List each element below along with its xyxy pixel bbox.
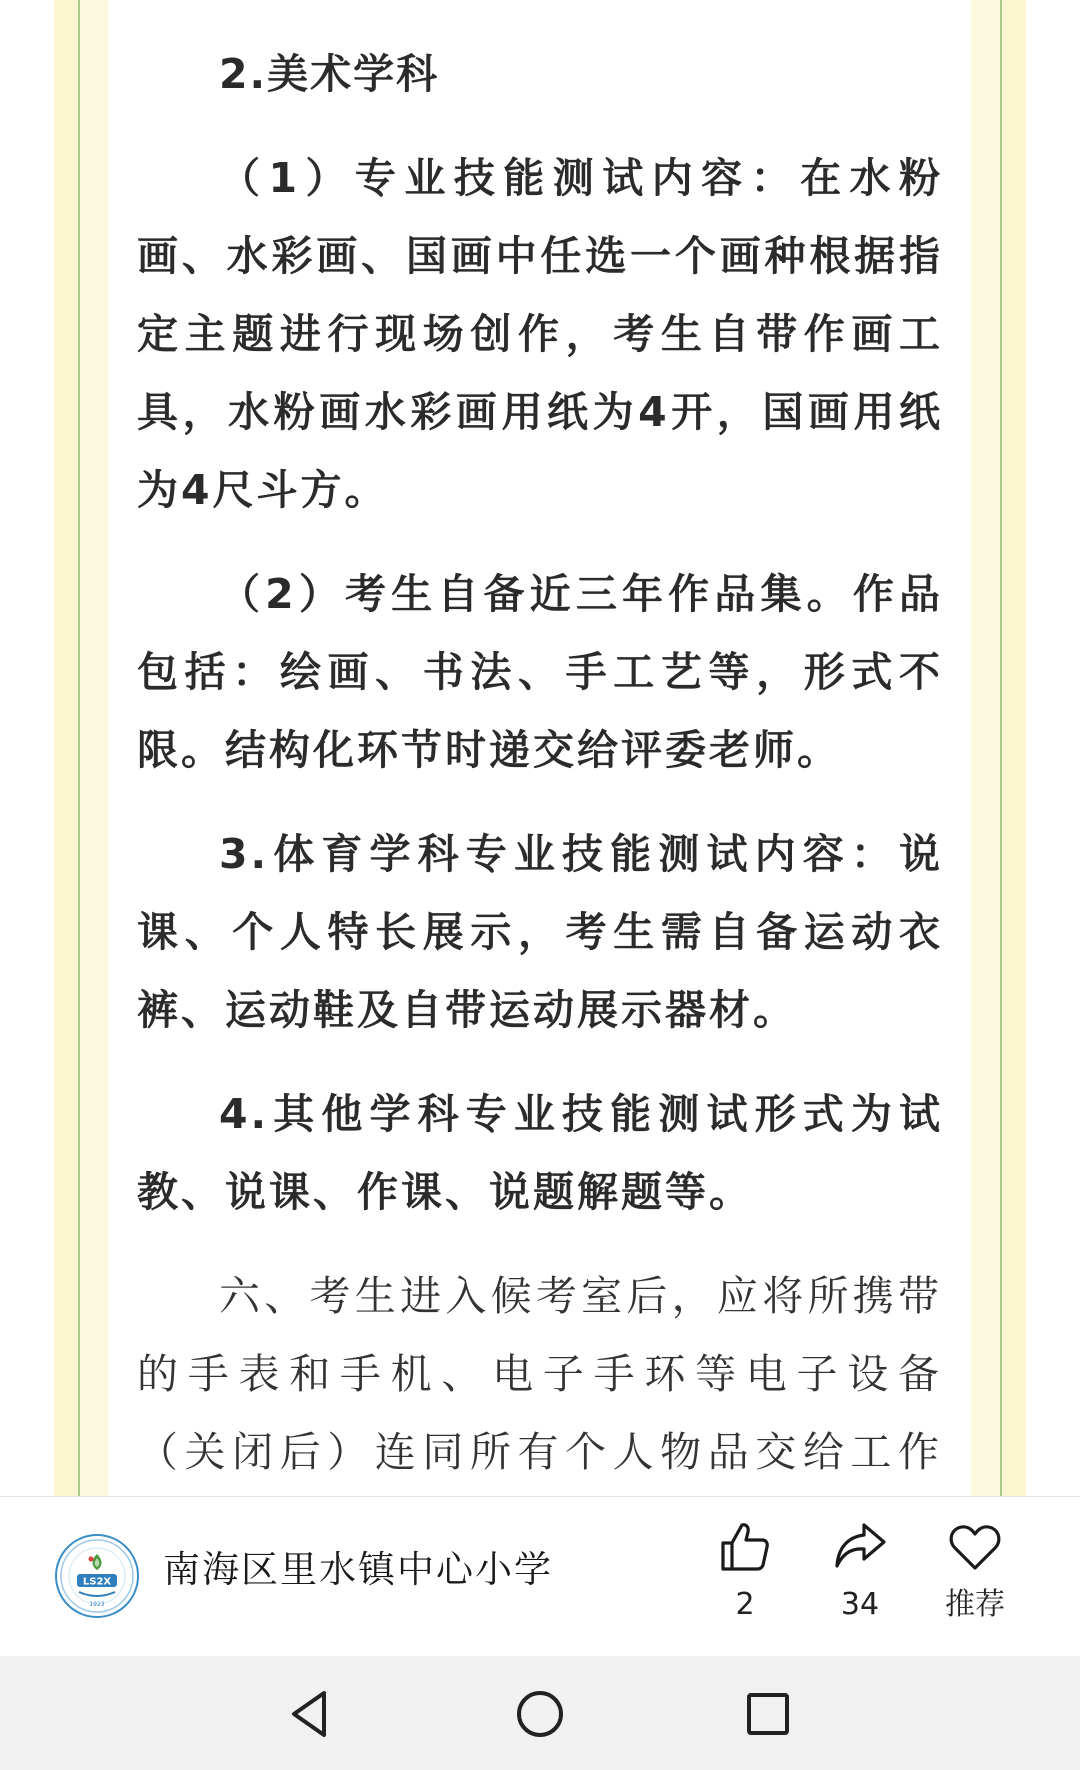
thumbs-up-icon [717,1519,773,1575]
right-border-stripe [1002,0,1026,1496]
paragraph-other-subjects: 4.其他学科专业技能测试形式为试教、说课、作课、说题解题等。 [137,1090,943,1216]
paragraph-art-portfolio: （2）考生自备近三年作品集。作品包括：绘画、书法、手工艺等，形式不限。结构化环节时递交给评委老师。 [137,570,943,774]
right-inner-stripe [971,0,1001,1496]
like-count: 2 [735,1587,755,1622]
paragraph-pe-subject: 3.体育学科专业技能测试内容：说课、个人特长展示，考生需自备运动衣裤、运动鞋及自带运动展示器材。 [137,830,943,1034]
paragraph-previous-tail [137,0,943,9]
heart-icon [947,1519,1003,1575]
share-count: 34 [840,1587,880,1622]
recommend-button[interactable] [920,1519,1030,1639]
paragraph-art-skill-test: （1）专业技能测试内容：在水粉画、水彩画、国画中任选一个画种根据指定主题进行现场创作，考生自带作画工具，水粉画水彩画用纸为4开，国画用纸为4尺斗方。 [137,154,943,514]
home-icon [510,1684,570,1744]
school-logo-icon [57,1536,137,1616]
recents-icon [738,1684,798,1744]
article-body [137,0,943,1569]
svg-text:1923: 1923 [89,1601,105,1608]
recents-button[interactable] [738,1684,798,1744]
svg-text:LS2X: LS2X [82,1576,112,1588]
like-button[interactable] [690,1519,800,1639]
left-border-stripe [54,0,80,1496]
author-avatar[interactable] [55,1534,139,1618]
paragraph-waiting-room-rules: 六、考生进入候考室后，应将所携带的手表和手机、电子手环等电子设备（关闭后）连同所有个人物品交给工作 [137,1272,943,1476]
back-icon [280,1684,340,1744]
author-name[interactable]: 南海区里水镇中心小学 [163,1548,553,1591]
back-button[interactable] [280,1684,340,1744]
system-navigation-bar [0,1656,1080,1770]
left-inner-stripe [80,0,108,1496]
home-button[interactable] [510,1684,570,1744]
share-icon [832,1519,888,1575]
heading-art-subject: 2.美术学科 [219,50,440,98]
article-action-bar [0,1496,1080,1657]
share-button[interactable] [805,1519,915,1639]
recommend-label: 推荐 [945,1587,1005,1622]
